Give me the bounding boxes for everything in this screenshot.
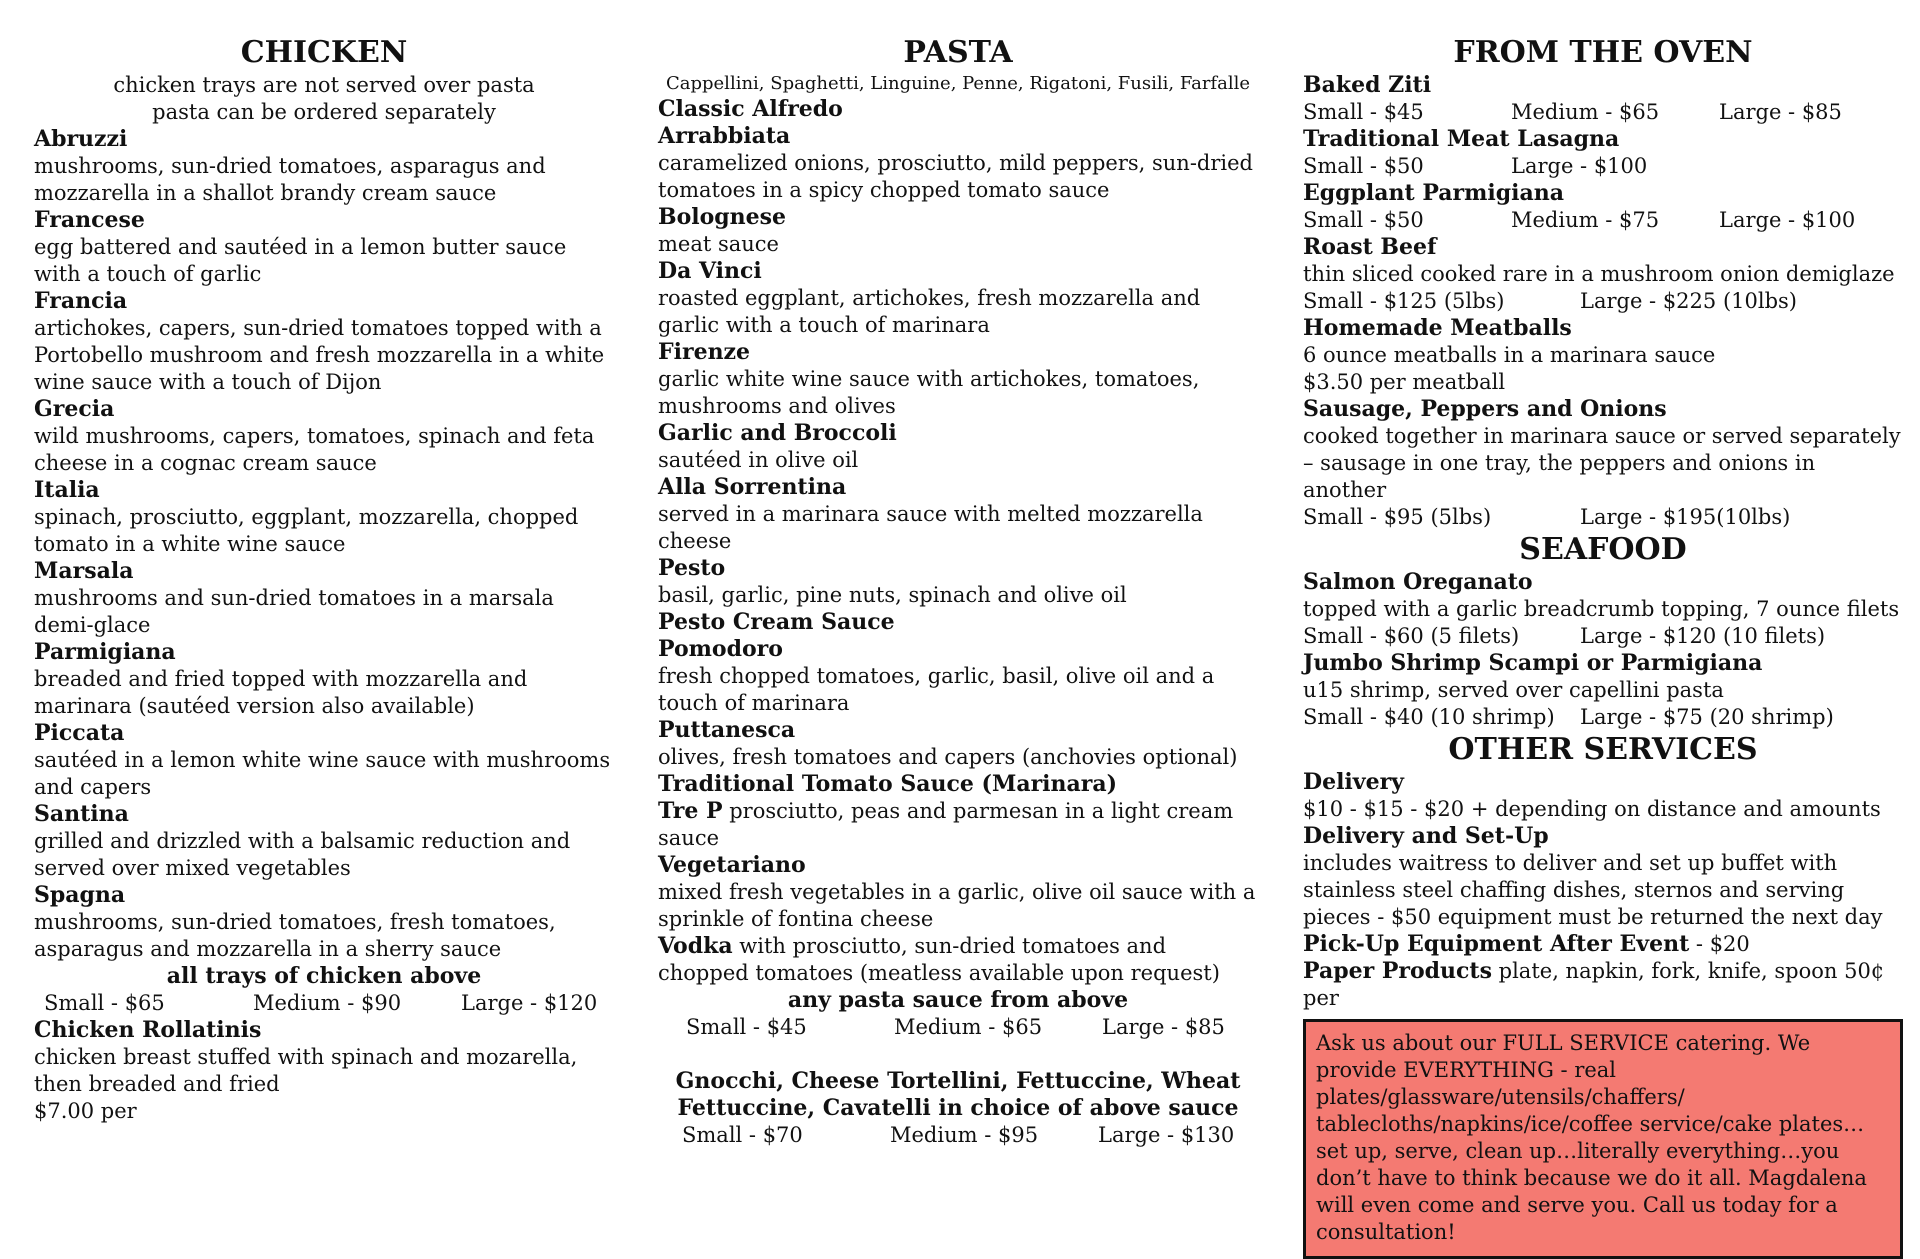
price-small: Small - $45 bbox=[686, 1015, 807, 1039]
item-name: Traditional Tomato Sauce (Marinara) bbox=[658, 771, 1118, 797]
menu-item bbox=[1303, 396, 1903, 531]
item-desc: mushrooms, sun-dried tomatoes, fresh tomatoes, asparagus and mozzarella in a sherry sauce bbox=[34, 910, 556, 961]
menu-item bbox=[658, 636, 1258, 717]
item-name: Marsala bbox=[34, 558, 134, 584]
price-large: Large - $85 bbox=[1102, 1015, 1225, 1039]
price-medium: Medium - $65 bbox=[894, 1015, 1043, 1039]
item-desc: breaded and fried topped with mozzarella and marinara (sautéed version also available) bbox=[34, 667, 528, 718]
price-small: Small - $50 bbox=[1303, 208, 1424, 232]
menu-item bbox=[34, 396, 614, 477]
item-desc: 6 ounce meatballs in a marinara sauce bbox=[1303, 343, 1716, 367]
price-small: Small - $40 (10 shrimp) bbox=[1303, 705, 1555, 729]
price-medium: Medium - $65 bbox=[1511, 100, 1660, 124]
price-row bbox=[1303, 623, 1903, 650]
pasta-title: PASTA bbox=[903, 35, 1013, 70]
menu-item bbox=[658, 555, 1258, 609]
menu-item bbox=[34, 801, 614, 882]
menu-item bbox=[34, 477, 614, 558]
menu-item bbox=[658, 474, 1258, 555]
price-medium: Medium - $75 bbox=[1511, 208, 1660, 232]
item-desc: fresh chopped tomatoes, garlic, basil, olive oil and a touch of marinara bbox=[658, 664, 1215, 715]
service-desc: - $20 bbox=[1689, 932, 1750, 956]
item-name: Francia bbox=[34, 288, 128, 314]
service-desc: includes waitress to deliver and set up buffet with stainless steel chaffing dishes, sternos and serving pieces - $50 equipment must be returned the next day bbox=[1303, 851, 1883, 929]
price-small: Small - $125 (5lbs) bbox=[1303, 289, 1505, 313]
menu-item bbox=[658, 258, 1258, 339]
gnocchi-heading: Gnocchi, Cheese Tortellini, Fettuccine, Wheat Fettuccine, Cavatelli in choice of above sauce bbox=[675, 1068, 1241, 1121]
gnocchi-price-row bbox=[658, 1122, 1258, 1149]
service-item bbox=[1303, 823, 1903, 931]
price-row bbox=[1303, 504, 1903, 531]
service-name: Pick-Up Equipment After Event bbox=[1303, 931, 1690, 957]
chicken-column bbox=[34, 34, 614, 1125]
price-small: Small - $45 bbox=[1303, 100, 1424, 124]
pasta-price-row bbox=[658, 1014, 1258, 1041]
item-name: Salmon Oreganato bbox=[1303, 569, 1533, 595]
service-item bbox=[1303, 769, 1903, 823]
price-small: Small - $65 bbox=[44, 991, 165, 1015]
item-name: Abruzzi bbox=[34, 126, 128, 152]
service-name: Delivery and Set-Up bbox=[1303, 823, 1549, 849]
price-medium: Medium - $95 bbox=[890, 1123, 1039, 1147]
chicken-price-row bbox=[34, 990, 614, 1017]
price-large: Large - $120 bbox=[461, 991, 598, 1015]
chicken-trays-heading: all trays of chicken above bbox=[166, 963, 482, 989]
menu-item bbox=[34, 1017, 614, 1125]
item-name: Arrabbiata bbox=[658, 123, 791, 149]
price-large: Large - $225 (10lbs) bbox=[1580, 289, 1797, 313]
item-name: Baked Ziti bbox=[1303, 72, 1432, 98]
item-name: Sausage, Peppers and Onions bbox=[1303, 396, 1667, 422]
price-small: Small - $50 bbox=[1303, 154, 1424, 178]
pasta-sauce-heading: any pasta sauce from above bbox=[787, 987, 1129, 1013]
oven-column bbox=[1303, 34, 1903, 1259]
item-desc: basil, garlic, pine nuts, spinach and olive oil bbox=[658, 583, 1127, 607]
chicken-note: pasta can be ordered separately bbox=[152, 100, 496, 124]
item-desc: wild mushrooms, capers, tomatoes, spinach and feta cheese in a cognac cream sauce bbox=[34, 424, 595, 475]
item-desc: mushrooms, sun-dried tomatoes, asparagus and mozzarella in a shallot brandy cream sauce bbox=[34, 154, 546, 205]
item-name: Traditional Meat Lasagna bbox=[1303, 126, 1620, 152]
menu-item bbox=[34, 882, 614, 963]
item-desc: topped with a garlic breadcrumb topping, 7 ounce filets bbox=[1303, 597, 1900, 621]
item-name: Da Vinci bbox=[658, 258, 762, 284]
menu-item bbox=[1303, 650, 1903, 731]
item-name: Chicken Rollatinis bbox=[34, 1017, 262, 1043]
menu-item bbox=[34, 288, 614, 396]
price-large: Large - $85 bbox=[1719, 100, 1842, 124]
services-title: OTHER SERVICES bbox=[1448, 732, 1758, 767]
menu-item bbox=[658, 96, 1258, 123]
menu-item bbox=[34, 639, 614, 720]
item-desc: meat sauce bbox=[658, 232, 779, 256]
item-name: Italia bbox=[34, 477, 100, 503]
item-name: Pesto Cream Sauce bbox=[658, 609, 895, 635]
price-row bbox=[1303, 99, 1903, 126]
pasta-column bbox=[658, 34, 1258, 1149]
menu-item bbox=[1303, 315, 1903, 396]
item-name: Piccata bbox=[34, 720, 125, 746]
item-desc: sautéed in olive oil bbox=[658, 448, 859, 472]
full-service-promo-box: Ask us about our FULL SERVICE catering. We provide EVERYTHING - real plates/glassware/utensils/chaffers/ tablecloths/napkins/ice/coffee service/cake plates…set up, serve, clean up…literally everything…you don’t have to think because we do it all. Magdalena will even come and serve you. Call us today for a consultation! bbox=[1303, 1019, 1903, 1259]
menu-item bbox=[1303, 234, 1903, 315]
item-name: Tre P bbox=[658, 798, 723, 824]
price-row bbox=[1303, 207, 1903, 234]
service-desc: $10 - $15 - $20 + depending on distance and amounts bbox=[1303, 797, 1881, 821]
chicken-note: chicken trays are not served over pasta bbox=[113, 73, 535, 97]
menu-item bbox=[1303, 569, 1903, 650]
item-name: Bolognese bbox=[658, 204, 787, 230]
chicken-title: CHICKEN bbox=[240, 35, 408, 70]
menu-item bbox=[34, 720, 614, 801]
menu-item bbox=[658, 609, 1258, 636]
price-small: Small - $70 bbox=[682, 1123, 803, 1147]
menu-item bbox=[658, 771, 1258, 798]
price-small: Small - $60 (5 filets) bbox=[1303, 624, 1520, 648]
item-desc: artichokes, capers, sun-dried tomatoes topped with a Portobello mushroom and fresh mozzarella in a white wine sauce with a touch of Dijon bbox=[34, 316, 605, 394]
menu-item bbox=[34, 558, 614, 639]
item-desc: sautéed in a lemon white wine sauce with mushrooms and capers bbox=[34, 748, 611, 799]
item-name: Grecia bbox=[34, 396, 115, 422]
item-name: Puttanesca bbox=[658, 717, 796, 743]
item-desc: served in a marinara sauce with melted mozzarella cheese bbox=[658, 502, 1203, 553]
menu-item bbox=[1303, 72, 1903, 126]
item-name: Vodka bbox=[658, 933, 733, 959]
service-item bbox=[1303, 931, 1903, 958]
item-price: $7.00 per bbox=[34, 1099, 137, 1123]
item-desc: grilled and drizzled with a balsamic reduction and served over mixed vegetables bbox=[34, 829, 571, 880]
price-row bbox=[1303, 153, 1903, 180]
item-desc: caramelized onions, prosciutto, mild peppers, sun-dried tomatoes in a spicy chopped tomato sauce bbox=[658, 151, 1253, 202]
item-desc: cooked together in marinara sauce or served separately – sausage in one tray, the peppers and onions in another bbox=[1303, 424, 1901, 502]
item-desc: prosciutto, peas and parmesan in a light cream sauce bbox=[658, 799, 1234, 850]
menu-item bbox=[658, 204, 1258, 258]
item-name: Jumbo Shrimp Scampi or Parmigiana bbox=[1303, 650, 1763, 676]
item-name: Classic Alfredo bbox=[658, 96, 843, 122]
service-item bbox=[1303, 958, 1903, 1012]
item-desc: chicken breast stuffed with spinach and mozarella, then breaded and fried bbox=[34, 1045, 578, 1096]
menu-item bbox=[1303, 126, 1903, 180]
item-desc: olives, fresh tomatoes and capers (anchovies optional) bbox=[658, 745, 1238, 769]
price-medium: Medium - $90 bbox=[253, 991, 402, 1015]
item-name: Francese bbox=[34, 207, 145, 233]
service-desc: plate, napkin, fork, knife, spoon 50¢ per bbox=[1303, 959, 1885, 1010]
menu-item bbox=[658, 420, 1258, 474]
item-name: Firenze bbox=[658, 339, 751, 365]
item-name: Pomodoro bbox=[658, 636, 783, 662]
item-name: Eggplant Parmigiana bbox=[1303, 180, 1565, 206]
price-large: Large - $195(10lbs) bbox=[1580, 505, 1791, 529]
item-desc: u15 shrimp, served over capellini pasta bbox=[1303, 678, 1724, 702]
pasta-types: Cappellini, Spaghetti, Linguine, Penne, Rigatoni, Fusili, Farfalle bbox=[665, 73, 1250, 94]
menu-item bbox=[658, 798, 1258, 852]
item-desc: roasted eggplant, artichokes, fresh mozzarella and garlic with a touch of marinara bbox=[658, 286, 1201, 337]
price-large: Large - $75 (20 shrimp) bbox=[1580, 705, 1834, 729]
item-name: Santina bbox=[34, 801, 129, 827]
item-desc: thin sliced cooked rare in a mushroom onion demiglaze bbox=[1303, 262, 1895, 286]
price-row bbox=[1303, 704, 1903, 731]
item-desc: egg battered and sautéed in a lemon butter sauce with a touch of garlic bbox=[34, 235, 567, 286]
menu-item bbox=[658, 933, 1258, 987]
item-name: Spagna bbox=[34, 882, 126, 908]
menu-item bbox=[658, 123, 1258, 204]
price-row bbox=[1303, 288, 1903, 315]
menu-item bbox=[658, 717, 1258, 771]
item-name: Alla Sorrentina bbox=[658, 474, 847, 500]
item-desc: mixed fresh vegetables in a garlic, olive oil sauce with a sprinkle of fontina cheese bbox=[658, 880, 1256, 931]
menu-item bbox=[34, 126, 614, 207]
menu-item bbox=[658, 852, 1258, 933]
item-name: Parmigiana bbox=[34, 639, 176, 665]
menu-item bbox=[34, 207, 614, 288]
item-price: $3.50 per meatball bbox=[1303, 370, 1506, 394]
price-large: Large - $100 bbox=[1719, 208, 1856, 232]
oven-title: FROM THE OVEN bbox=[1453, 35, 1753, 70]
item-desc: mushrooms and sun-dried tomatoes in a marsala demi-glace bbox=[34, 586, 554, 637]
menu-item bbox=[658, 339, 1258, 420]
price-large: Large - $120 (10 filets) bbox=[1580, 624, 1826, 648]
price-large: Large - $100 bbox=[1511, 154, 1648, 178]
service-name: Delivery bbox=[1303, 769, 1404, 795]
item-desc: spinach, prosciutto, eggplant, mozzarella, chopped tomato in a white wine sauce bbox=[34, 505, 579, 556]
item-name: Roast Beef bbox=[1303, 234, 1437, 260]
item-name: Vegetariano bbox=[658, 852, 806, 878]
price-large: Large - $130 bbox=[1098, 1123, 1235, 1147]
seafood-title: SEAFOOD bbox=[1519, 532, 1687, 567]
menu-item bbox=[1303, 180, 1903, 234]
price-small: Small - $95 (5lbs) bbox=[1303, 505, 1492, 529]
service-name: Paper Products bbox=[1303, 958, 1492, 984]
item-desc: garlic white wine sauce with artichokes, tomatoes, mushrooms and olives bbox=[658, 367, 1200, 418]
item-name: Pesto bbox=[658, 555, 726, 581]
item-name: Homemade Meatballs bbox=[1303, 315, 1572, 341]
item-desc: with prosciutto, sun-dried tomatoes and chopped tomatoes (meatless available upon request) bbox=[658, 934, 1220, 985]
item-name: Garlic and Broccoli bbox=[658, 420, 897, 446]
